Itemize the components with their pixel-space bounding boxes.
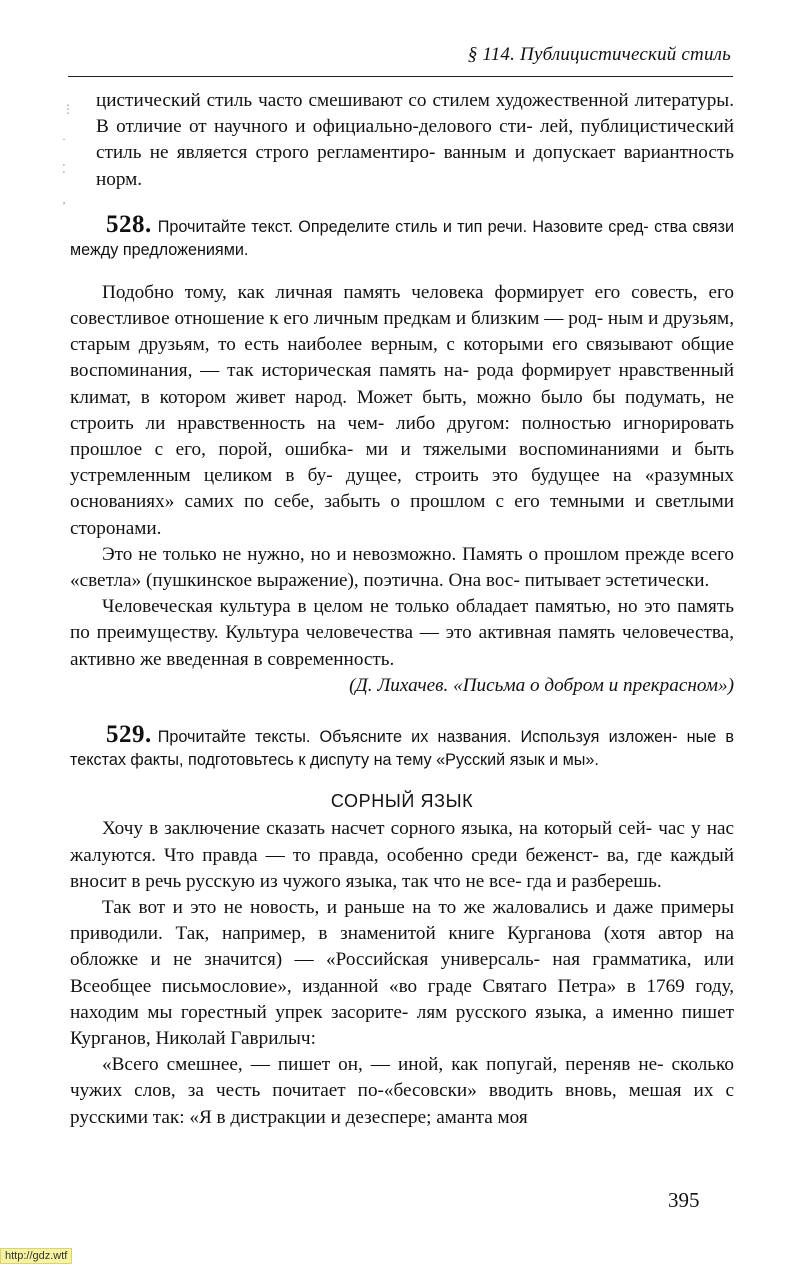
exercise-529-number: 529. [106,721,152,749]
exercise-528-source: (Д. Лихачев. «Письма о добром и прекрасном») [349,674,734,696]
exercise-529-paragraph: «Всего смешнее, — пишет он, — иной, как попугай, переняв не- сколько чужих слов, за честь почитает по-«бесовски» вводить вновь, мешая их с русскими так: «Я в дистракции и дезеспере; аманта моя [70,1054,734,1128]
exercise-528-text [70,280,734,699]
page-number: 395 [668,1188,700,1212]
exercise-528-instruction-text: Прочитайте текст. Определите стиль и тип речи. Назовите сред- ства связи между предложениями. [70,217,734,259]
watermark-link[interactable]: http://gdz.wtf [0,1248,72,1264]
exercise-528-paragraph: Подобно тому, как личная память человека формирует его совесть, его совестливое отношение к его личным предкам и близким — род- ным и друзьям, старым друзьям, то есть наиболее верным, с которыми его связывают общие воспоминания, — так историческая память на- рода формирует нравственный климат, в котором живет народ. Может быть, можно было бы подумать, не строить ли нравственность на чем- либо другом: полностью игнорировать прошлое с его, порой, ошибка- ми и тяжелыми воспоминаниями и быть устремленным целиком в бу- дущее, строить это будущее на «разумных основаниях» самих по себе, забыть о прошлом с его темными и светлыми сторонами. [70,281,734,539]
intro-paragraph: цистический стиль часто смешивают со стилем художественной литературы. В отличие от научного и официально-делового сти- лей, публицистический стиль не является строго регламентиро- ванным и допускает вариантность норм. [96,90,734,190]
exercise-529-instruction [70,723,734,772]
page-body [70,88,734,1131]
exercise-529-paragraph: Так вот и это не новость, и раньше на то же жаловались и даже примеры приводили. Так, например, в знаменитой книге Курганова (хотя автор на обложке и не значится) — «Российская универсаль- ная грамматика, или Всеобщее письмословие», изданной «во граде Святаго Петра» в 1769 году, находим мы горестный упрек засорите- лям русского языка, а именно пишет Курганов, Николай Гаврилыч: [70,897,734,1050]
margin-marks: ⋮ · ⁚ ‚ [62,102,74,206]
exercise-528-number: 528. [106,210,152,238]
exercise-529-paragraph: Хочу в заключение сказать насчет сорного языка, на который сей- час у нас жалуются. Что правда — то правда, особенно среди беженст- ва, где каждый вносит в речь русскую из чужого языка, так что не все- гда и разберешь. [70,818,734,892]
exercise-528-paragraph: Это не только не нужно, но и невозможно. Память о прошлом прежде всего «светла» (пушкинское выражение), поэтична. Она вос- питывает эстетически. [70,543,734,592]
running-header: § 114. Публицистический стиль [467,44,731,65]
exercise-528-instruction [70,210,734,262]
exercise-528-paragraph: Человеческая культура в целом не только обладает памятью, но это память по преимуществу. Культура человечества — это активная память человечества, активно же введенная в современность. [70,596,734,670]
exercise-529-instruction-text: Прочитайте тексты. Объясните их названия. Используя изложен- ные в текстах факты, подготовьтесь к диспуту на тему «Русский язык и мы». [70,728,734,770]
header-rule [68,76,733,77]
text-title: СОРНЫЙ ЯЗЫК [330,791,474,812]
